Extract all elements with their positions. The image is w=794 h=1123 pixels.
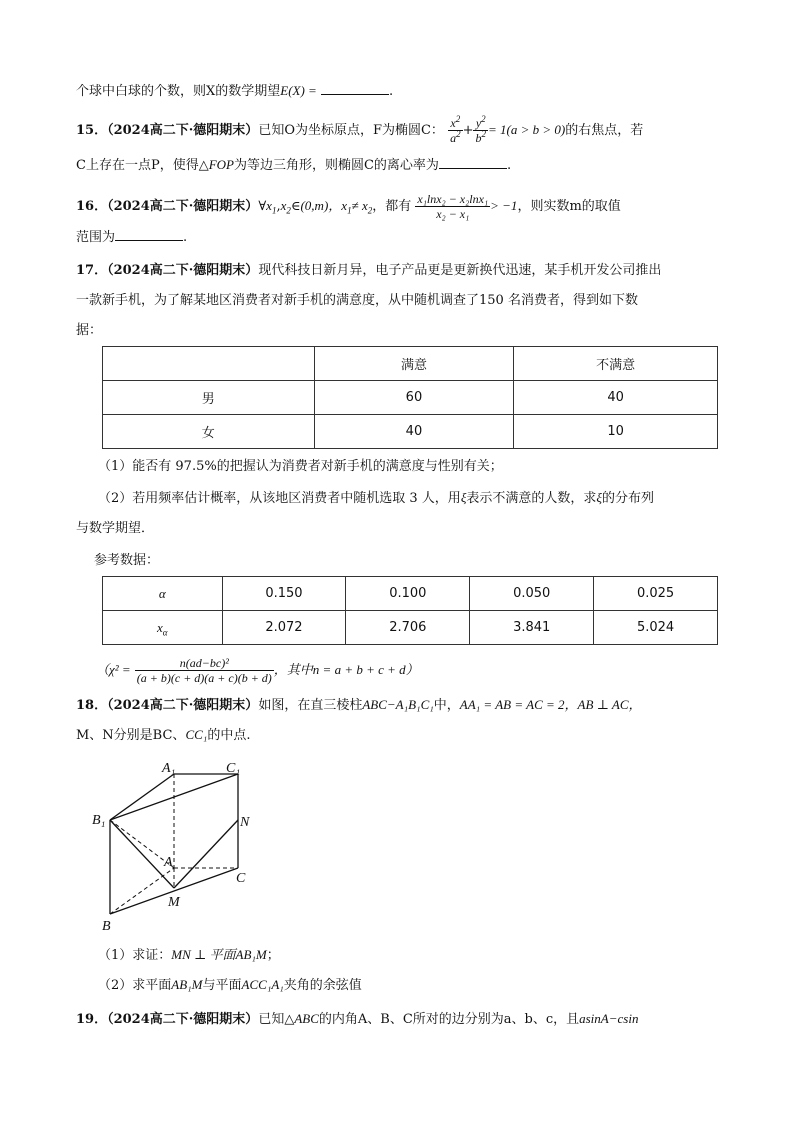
q17-part2: （2）若用频率估计概率，从该地区消费者中随机选取 3 人，用ξ表示不满意的人数，求ξ的分布列 bbox=[98, 490, 654, 506]
q15-line2: C上存在一点P，使得△FOP为等边三角形，则椭圆C的离心率为 . bbox=[76, 157, 512, 173]
q17-line3: 据： bbox=[76, 323, 103, 338]
q16-line2: 范围为 . bbox=[76, 230, 188, 245]
label-b: B bbox=[102, 919, 111, 934]
reference-table bbox=[102, 576, 718, 645]
prism-figure bbox=[88, 756, 268, 936]
q17-line2: 一款新手机，为了解某地区消费者对新手机的满意度，从中随机调查了150 名消费者，得到如下数 bbox=[76, 293, 638, 308]
segment-m-n bbox=[174, 820, 238, 888]
ellipse-y-term: $\frac{y^2}{b^2}$ bbox=[475, 114, 486, 145]
ellipse-x-term: $\frac{x^2}{a^2}$ bbox=[450, 114, 461, 145]
q18-line1: 18．（2024高二下·德阳期末）如图，在直三棱柱ABC−A₁B₁C₁中，AA₁ = AB = AC = 2，AB ⊥ AC， bbox=[76, 697, 642, 713]
answer-blank bbox=[115, 228, 183, 241]
q16-line1: 16．（2024高二下·德阳期末）$\forall x_1,x_2\in(0,m)$，$x_1\ne x_2$，都有 $\frac{\text{x₁lnx₂ − x₂lnx₁}}{\text{x₂ − x₁}}$ > −1，则实数m的取值 bbox=[76, 192, 621, 221]
q19-line1: 19．（2024高二下·德阳期末）已知△ABC的内角A、B、C所对的边分别为a、b、c，且asinA−csin bbox=[76, 1011, 639, 1027]
label-n: N bbox=[240, 815, 250, 830]
table-row: α 0.150 0.100 0.050 0.025 bbox=[103, 577, 718, 611]
edge-b1-a1 bbox=[110, 774, 174, 820]
table-row: 女 40 10 bbox=[103, 415, 718, 449]
q17-part1: （1）能否有 97.5%的把握认为消费者对新手机的满意度与性别有关； bbox=[98, 459, 503, 474]
q14-tail-line: 个球中白球的个数，则X的数学期望E(X) = . bbox=[76, 83, 394, 99]
q17-part2-line2: 与数学期望． bbox=[76, 521, 155, 536]
q15-line1: 15．（2024高二下·德阳期末）已知O为坐标原点，F为椭圆C： $\frac{x^2}{a^2}$ + $\frac{y^2}{b^2}$ = 1(a > b > 0)的右焦点，若 bbox=[76, 114, 644, 145]
segment-b1-m bbox=[110, 820, 174, 888]
chi-square-formula: （χ² = $\frac{\text{n(ad−bc)²}}{(a + b)(c + d)(a + c)(b + d)}$ ，其中n = a + b + c + d） bbox=[96, 656, 419, 685]
table-header-cell bbox=[103, 347, 315, 381]
label-b1: B₁ bbox=[92, 813, 106, 828]
q17-ref-label: 参考数据： bbox=[94, 553, 160, 568]
answer-blank bbox=[321, 82, 389, 95]
q18-part2: （2）求平面AB₁M与平面ACC₁A₁夹角的余弦值 bbox=[98, 977, 362, 993]
label-a: A bbox=[164, 855, 173, 870]
q18-line2: M、N分别是BC、CC₁的中点. bbox=[76, 727, 251, 743]
label-c: C bbox=[236, 871, 246, 886]
label-m: M bbox=[168, 895, 180, 910]
label-c1: C₁ bbox=[226, 761, 241, 776]
table-row: 男 60 40 bbox=[103, 381, 718, 415]
q17-line1: 17．（2024高二下·德阳期末）现代科技日新月异，电子产品更是更新换代迅速，某手机开发公司推出 bbox=[76, 263, 662, 278]
satisfaction-table bbox=[102, 346, 718, 449]
table-header-cell: 满意 bbox=[314, 347, 514, 381]
answer-blank bbox=[439, 156, 507, 169]
table-header-cell: 不满意 bbox=[514, 347, 718, 381]
hidden-edge-b-a bbox=[110, 868, 174, 914]
label-a1: A₁ bbox=[162, 761, 176, 776]
q18-part1: （1）求证：MN ⊥ 平面AB₁M； bbox=[98, 947, 280, 963]
q16-fraction: $\frac{\text{x₁lnx₂ − x₂lnx₁}}{\text{x₂ − x₁}}$ bbox=[417, 192, 489, 221]
table-row: $x_\alpha$ 2.072 2.706 3.841 5.024 bbox=[103, 611, 718, 645]
